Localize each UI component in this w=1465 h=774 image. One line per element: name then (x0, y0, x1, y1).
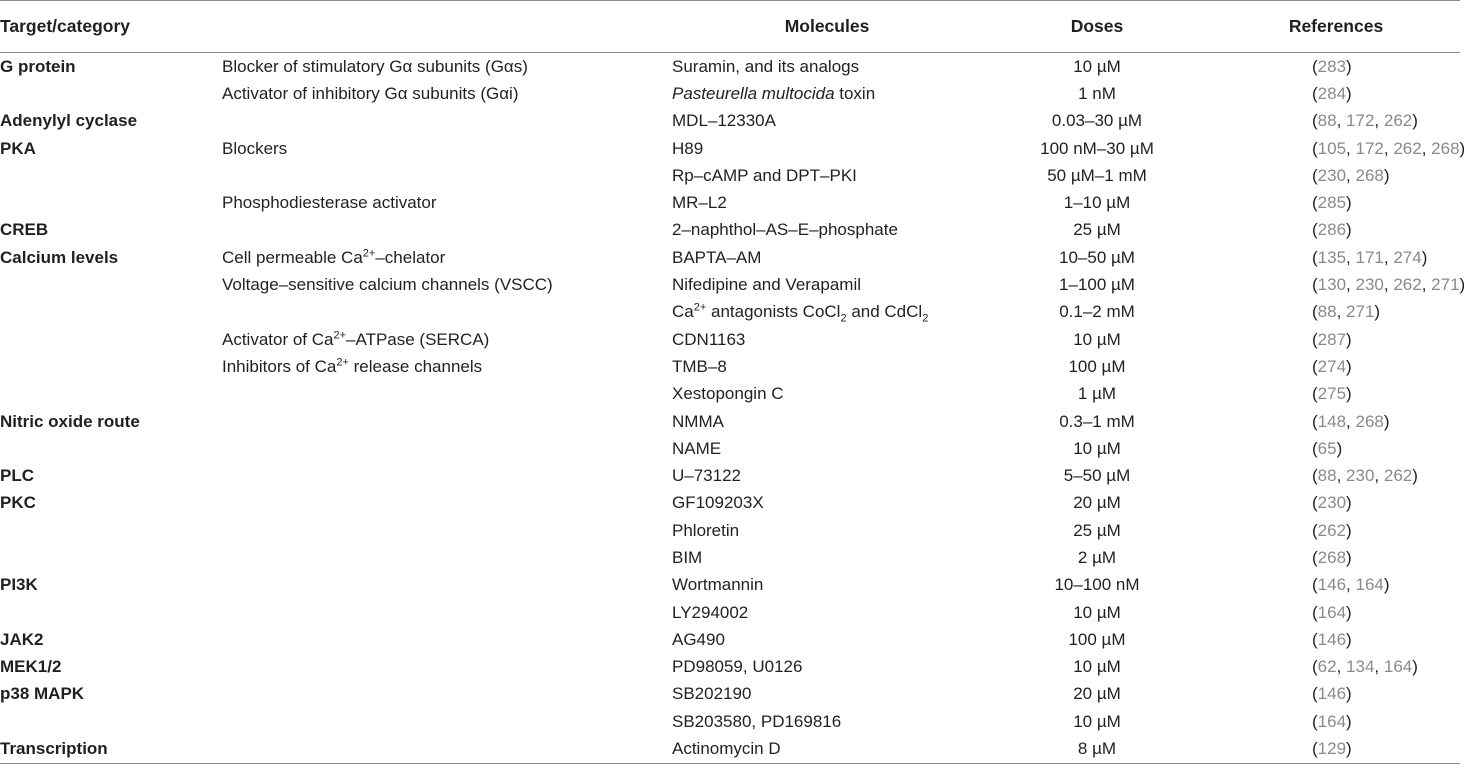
cell-references: (164) (1312, 602, 1352, 622)
cell-molecule: Pasteurella multocida toxin (672, 83, 876, 103)
cell-category: G protein (0, 56, 76, 76)
cell-category: Transcription (0, 735, 222, 763)
cell-references: (148, 268) (1312, 411, 1390, 431)
table-body (0, 53, 1465, 764)
cell-dose: 20 µM (1073, 684, 1121, 704)
cell-molecule: NMMA (672, 411, 724, 431)
cell-category (0, 435, 222, 462)
reference-link[interactable]: 65 (1317, 438, 1337, 458)
reference-link[interactable]: 88 (1317, 111, 1337, 131)
cell-subcategory (222, 681, 672, 708)
cell-category (0, 271, 222, 298)
reference-link[interactable]: 171 (1355, 247, 1384, 267)
cell-subcategory (222, 108, 672, 135)
cell-dose: 25 µM (1073, 520, 1121, 540)
cell-dose: 10 µM (1073, 329, 1121, 349)
reference-link[interactable]: 146 (1317, 629, 1347, 649)
cell-subcategory: Blockers (222, 138, 288, 158)
header-row (0, 1, 1460, 53)
cell-dose: 1–10 µM (1063, 193, 1131, 213)
cell-subcategory: Blocker of stimulatory Gα subunits (Gαs) (222, 56, 528, 76)
cell-molecule: 2–naphthol–AS–E–phosphate (672, 220, 898, 240)
table-row (0, 490, 1460, 517)
cell-references: (88, 230, 262) (1312, 466, 1418, 486)
cell-category (0, 599, 222, 626)
reference-link[interactable]: 134 (1346, 657, 1375, 677)
cell-category: PKC (0, 493, 36, 513)
reference-link[interactable]: 105 (1317, 138, 1347, 158)
table-row (0, 544, 1460, 571)
cell-dose: 1 µM (1077, 384, 1117, 404)
cell-molecule: LY294002 (672, 602, 749, 622)
cell-subcategory: Activator of $Ca^{2+}$–ATPase (SERCA) (222, 328, 490, 349)
table-row (0, 326, 1460, 353)
cell-category: CREB (0, 220, 49, 240)
cell-dose: 50 µM–1 mM (1047, 165, 1147, 185)
cell-category: Calcium levels (0, 247, 119, 267)
cell-references: (283) (1312, 56, 1352, 76)
table-row (0, 681, 1460, 708)
reference-link[interactable]: 268 (1317, 547, 1347, 567)
cell-molecule: Nifedipine and Verapamil (672, 275, 862, 295)
cell-dose: 100 µM (1068, 356, 1126, 376)
table-row (0, 381, 1460, 408)
cell-dose: 100 µM (1068, 629, 1126, 649)
table-row (0, 162, 1460, 189)
reference-link[interactable]: 164 (1383, 657, 1413, 677)
cell-category (0, 162, 222, 189)
reference-link[interactable]: 130 (1317, 275, 1347, 295)
cell-references: (230, 268) (1312, 165, 1390, 185)
cell-subcategory (222, 162, 672, 189)
reference-link[interactable]: 274 (1317, 356, 1347, 376)
table-row (0, 244, 1460, 271)
cell-subcategory (222, 544, 672, 571)
cell-category (0, 708, 222, 735)
reference-link[interactable]: 268 (1355, 165, 1384, 185)
table-row (0, 299, 1460, 326)
cell-molecule: Phloretin (672, 520, 740, 540)
cell-dose: 10–50 µM (1059, 247, 1135, 267)
reference-link[interactable]: 262 (1317, 520, 1347, 540)
cell-subcategory (222, 517, 672, 544)
cell-molecule: BIM (672, 547, 703, 567)
cell-dose: 10 µM (1073, 602, 1121, 622)
cell-molecule: AG490 (672, 629, 725, 649)
cell-references: (286) (1312, 220, 1352, 240)
cell-molecule: SB202190 (672, 684, 752, 704)
reference-link[interactable]: 172 (1355, 138, 1384, 158)
cell-references: (105, 172, 262, 268) (1312, 138, 1465, 158)
table-row (0, 599, 1460, 626)
reference-link[interactable]: 148 (1317, 411, 1347, 431)
table-row (0, 517, 1460, 544)
cell-category (0, 544, 222, 571)
reference-link[interactable]: 262 (1383, 111, 1413, 131)
table-row (0, 135, 1460, 162)
cell-references: (268) (1312, 547, 1352, 567)
cell-subcategory (222, 490, 672, 517)
cell-category: MEK1/2 (0, 657, 62, 677)
cell-category (0, 353, 222, 380)
cell-references: (62, 134, 164) (1312, 657, 1418, 677)
cell-dose: 1–100 µM (1059, 275, 1135, 295)
reference-link[interactable]: 283 (1317, 56, 1347, 76)
cell-category: PKA (0, 138, 36, 158)
reference-link[interactable]: 285 (1317, 193, 1347, 213)
reference-link[interactable]: 230 (1317, 493, 1347, 513)
cell-molecule: CDN1163 (672, 329, 746, 349)
reference-link[interactable]: 146 (1317, 684, 1347, 704)
cell-dose: 5–50 µM (1063, 466, 1131, 486)
cell-category (0, 80, 222, 107)
cell-category: PLC (0, 466, 34, 486)
table-row (0, 353, 1460, 380)
header-subcategory (222, 1, 672, 53)
cell-references: (129) (1212, 735, 1460, 763)
table-row (0, 271, 1460, 298)
reference-link[interactable]: 88 (1317, 466, 1337, 486)
cell-category (0, 189, 222, 216)
reference-link[interactable]: 88 (1317, 302, 1337, 322)
cell-references: (274) (1312, 356, 1352, 376)
table-row (0, 53, 1460, 81)
cell-subcategory (222, 708, 672, 735)
header-target-category: Target/category (0, 1, 222, 53)
cell-subcategory (222, 462, 672, 489)
cell-dose: 100 nM–30 µM (1040, 138, 1154, 158)
cell-references: (284) (1312, 83, 1352, 103)
cell-dose: 25 µM (1073, 220, 1121, 240)
cell-references: (130, 230, 262, 271) (1312, 275, 1465, 295)
cell-molecule: U–73122 (672, 466, 742, 486)
cell-dose: 0.1–2 mM (1059, 302, 1135, 322)
reference-link[interactable]: 135 (1317, 247, 1347, 267)
cell-subcategory (222, 408, 672, 435)
cell-molecule: TMB–8 (672, 356, 727, 376)
cell-category: PI3K (0, 575, 38, 595)
table-row (0, 189, 1460, 216)
cell-references: (164) (1312, 711, 1352, 731)
cell-references: (146, 164) (1312, 575, 1390, 595)
table-row (0, 735, 1460, 763)
cell-category (0, 299, 222, 326)
cell-subcategory (222, 217, 672, 244)
cell-molecule: NAME (672, 438, 722, 458)
cell-references: (146) (1312, 629, 1352, 649)
cell-subcategory (222, 599, 672, 626)
reference-link[interactable]: 62 (1317, 657, 1337, 677)
cell-subcategory: Inhibitors of $Ca^{2+}$ release channels (222, 356, 483, 376)
cell-molecule: Actinomycin D (672, 735, 982, 763)
table-header (0, 1, 1460, 53)
table-row (0, 435, 1460, 462)
reference-link[interactable]: 164 (1355, 575, 1384, 595)
reference-link[interactable]: 164 (1317, 711, 1347, 731)
cell-references: (88, 172, 262) (1312, 111, 1418, 131)
cell-dose: 10–100 nM (1054, 575, 1140, 595)
cell-molecule: PD98059, U0126 (672, 657, 803, 677)
cell-dose: 0.3–1 mM (1059, 411, 1135, 431)
cell-category: p38 MAPK (0, 684, 85, 704)
table-row (0, 462, 1460, 489)
cell-dose: 10 µM (1073, 657, 1121, 677)
cell-category: Adenylyl cyclase (0, 111, 138, 131)
reference-link[interactable]: 262 (1393, 138, 1422, 158)
cell-dose: 0.03–30 µM (1051, 111, 1143, 131)
cell-dose: 10 µM (1073, 56, 1121, 76)
table-row (0, 626, 1460, 653)
cell-references: (275) (1312, 384, 1352, 404)
cell-molecule: Suramin, and its analogs (672, 56, 860, 76)
cell-molecule: H89 (672, 138, 704, 158)
cell-references: (285) (1312, 193, 1352, 213)
cell-dose: 1 nM (1078, 83, 1116, 103)
cell-subcategory (222, 735, 672, 763)
cell-molecule: Wortmannin (672, 575, 764, 595)
cell-subcategory: Phosphodiesterase activator (222, 193, 437, 213)
reference-link[interactable]: 172 (1346, 111, 1375, 131)
cell-references: (65) (1312, 438, 1343, 458)
table-row (0, 708, 1460, 735)
cell-molecule: GF109203X (672, 493, 764, 513)
reference-link[interactable]: 284 (1317, 83, 1347, 103)
reference-link[interactable]: 271 (1431, 275, 1460, 295)
cell-subcategory (222, 654, 672, 681)
reference-link[interactable]: 268 (1431, 138, 1460, 158)
cell-category (0, 381, 222, 408)
cell-molecule: $Ca^{2+}$ antagonists CoCl$_2$ and CdCl$_2$ (672, 301, 929, 325)
reference-link[interactable]: 262 (1383, 466, 1413, 486)
cell-molecule: Xestopongin C (672, 384, 784, 404)
cell-references: (287) (1312, 329, 1352, 349)
cell-subcategory (222, 381, 672, 408)
cell-dose: 10 µM (1073, 438, 1121, 458)
reference-link[interactable]: 271 (1346, 302, 1375, 322)
reference-link[interactable]: 286 (1317, 220, 1347, 240)
cell-category: JAK2 (0, 629, 44, 649)
reference-link[interactable]: 230 (1346, 466, 1375, 486)
cell-category (0, 326, 222, 353)
cell-references: (230) (1312, 493, 1352, 513)
cell-molecule: MDL–12330A (672, 111, 776, 131)
reference-link[interactable]: 287 (1317, 329, 1347, 349)
reference-link[interactable]: 262 (1393, 275, 1422, 295)
cell-references: (262) (1312, 520, 1352, 540)
cell-dose: 10 µM (1073, 711, 1121, 731)
reference-link[interactable]: 275 (1317, 384, 1347, 404)
cell-category (0, 517, 222, 544)
cell-dose: 20 µM (1073, 493, 1121, 513)
cell-dose: 8 µM (982, 735, 1212, 763)
cell-references: (146) (1312, 684, 1352, 704)
reference-link[interactable]: 230 (1317, 165, 1347, 185)
table-row (0, 217, 1460, 244)
table-row (0, 654, 1460, 681)
cell-subcategory (222, 572, 672, 599)
cell-references: (135, 171, 274) (1312, 247, 1428, 267)
reference-link[interactable]: 268 (1355, 411, 1384, 431)
reference-link[interactable]: 274 (1393, 247, 1422, 267)
table-row (0, 408, 1460, 435)
header-molecules: Molecules (672, 1, 982, 53)
cell-category: Nitric oxide route (0, 411, 140, 431)
cell-molecule: BAPTA–AM (672, 247, 762, 267)
cell-molecule: Rp–cAMP and DPT–PKI (672, 165, 857, 185)
table-row (0, 108, 1460, 135)
cell-subcategory: Voltage–sensitive calcium channels (VSCC) (222, 275, 553, 295)
cell-molecule: SB203580, PD169816 (672, 711, 842, 731)
reference-link[interactable]: 164 (1317, 602, 1347, 622)
cell-references: (88, 271) (1312, 302, 1381, 322)
table-row (0, 572, 1460, 599)
cell-subcategory (222, 299, 672, 326)
cell-dose: 2 µM (1077, 547, 1117, 567)
cell-subcategory: Cell permeable $Ca^{2+}$–chelator (222, 247, 446, 267)
reference-link[interactable]: 146 (1317, 575, 1347, 595)
cell-subcategory (222, 435, 672, 462)
table-row (0, 80, 1460, 107)
reference-link[interactable]: 230 (1355, 275, 1384, 295)
cell-subcategory: Activator of inhibitory Gα subunits (Gαi) (222, 83, 519, 103)
header-references: References (1212, 1, 1460, 53)
cell-molecule: MR–L2 (672, 193, 727, 213)
header-doses: Doses (982, 1, 1212, 53)
reference-link[interactable]: 129 (1317, 739, 1347, 759)
cell-subcategory (222, 626, 672, 653)
